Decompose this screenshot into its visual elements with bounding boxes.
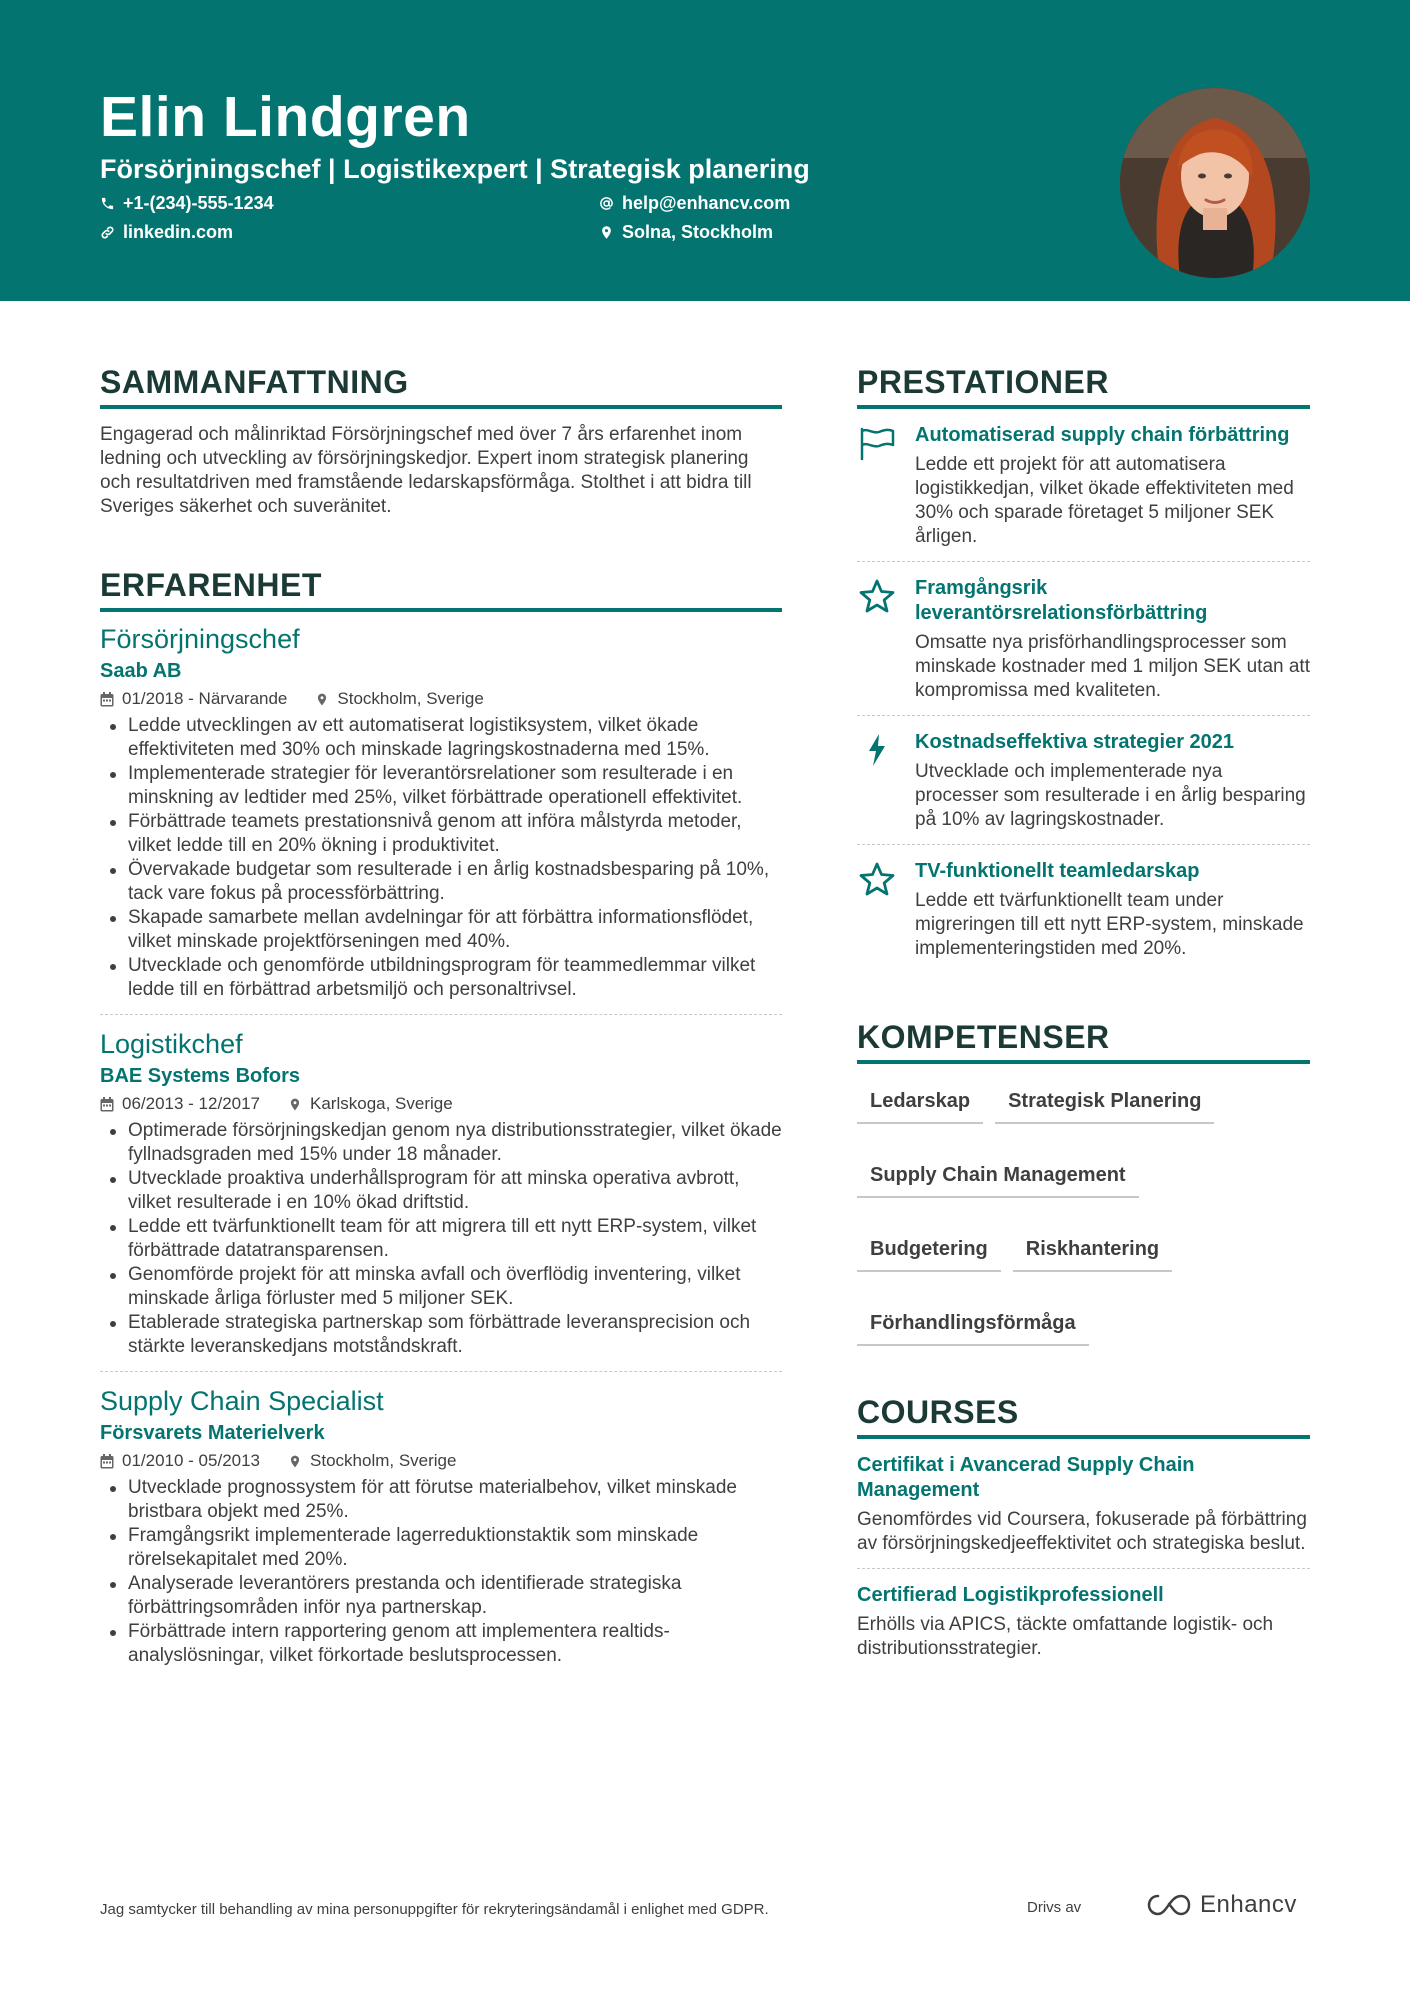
brand-logo[interactable] [1146,1891,1297,1919]
skills-heading: KOMPETENSER [857,1017,1310,1064]
brand-name: Enhancv [1200,1891,1297,1918]
achievements-heading: PRESTATIONER [857,362,1310,409]
star-icon [857,861,897,897]
list-item: Etablerade strategiska partnerskap som förbättrade leveransprecision och stärkte leveranskedjans motståndskraft. [100,1311,782,1359]
company-name: Saab AB [100,660,182,682]
job-dates: 06/2013 - 12/2017 [122,1094,261,1113]
list-item: Genomförde projekt för att minska avfall och överflödig inventering, vilket minskade årliga förluster med 5 miljoner SEK. [100,1263,782,1311]
job-location: Karlskoga, Sverige [310,1094,453,1113]
achievement-title: Automatiserad supply chain förbättring [915,424,1290,446]
skills-list [857,1078,1310,1346]
list-item: Optimerade försörjningskedjan genom nya distributionsstrategier, vilket ökade fyllnadsgraden med 15% under 18 månader. [100,1119,782,1167]
job-location: Stockholm, Sverige [337,689,484,708]
flag-icon [857,425,897,461]
skill-tag: Förhandlingsförmåga [857,1300,1089,1346]
job-dates: 01/2010 - 05/2013 [122,1451,261,1470]
job-title: Försörjningschef [100,624,300,654]
contact-email[interactable] [599,191,790,215]
right-column [857,362,1310,1673]
avatar [1120,88,1310,278]
achievement-title: Kostnadseffektiva strategier 2021 [915,731,1235,753]
skill-tag: Supply Chain Management [857,1152,1139,1198]
achievement-title: Framgångsrik leverantörsrelationsförbättring [915,577,1208,624]
company-name: Försvarets Materielverk [100,1422,325,1444]
course-title: Certifierad Logistikprofessionell [857,1584,1164,1606]
course-item [857,1439,1310,1568]
location-text: Solna, Stockholm [622,222,774,242]
phone-icon [100,196,115,211]
contact-location [599,220,773,244]
list-item: Utvecklade proaktiva underhållsprogram för att minska operativa avbrott, vilket resulterade i en 10% ökad driftstid. [100,1167,782,1215]
resume-header [0,0,1410,301]
location-pin-icon [288,1097,302,1112]
company-name: BAE Systems Bofors [100,1065,301,1087]
contact-phone[interactable] [100,191,274,215]
star-icon [857,578,897,614]
candidate-tagline: Försörjningschef | Logistikexpert | Strategisk planering [100,154,810,184]
job-entry [100,1371,782,1680]
list-item: Utvecklade och genomförde utbildningsprogram för teammedlemmar vilket ledde till en förbättrad arbetsmiljö och personaltrivsel. [100,954,782,1002]
achievements-list [857,423,1310,973]
list-item: Ledde utvecklingen av ett automatiserat logistiksystem, vilket ökade effektiviteten med 30% och minskade lagringskostnaderna med 15%. [100,714,782,762]
candidate-name: Elin Lindgren [100,85,471,149]
avatar-portrait [1120,88,1310,278]
course-title: Certifikat i Avancerad Supply Chain Management [857,1454,1195,1501]
courses-heading: COURSES [857,1392,1310,1439]
list-item: Förbättrade intern rapportering genom att implementera realtids-analyslösningar, vilket förkortade beslutsprocessen. [100,1620,782,1668]
job-title: Supply Chain Specialist [100,1386,384,1416]
list-item: Förbättrade teamets prestationsnivå genom att införa målstyrda metoder, vilket ledde till en 20% ökning i produktivitet. [100,810,782,858]
achievement-description: Omsatte nya prisförhandlingsprocesser som minskade kostnader med 1 miljon SEK utan att kompromissa med kvaliteten. [915,632,1310,701]
email-text: help@enhancv.com [622,193,791,213]
summary-text: Engagerad och målinriktad Försörjningschef med över 7 års erfarenhet inom ledning och utveckling av försörjningskedjor. Expert inom strategisk planering och resultatdriven med framstående ledarskapsförmåga. Stolthet i att bidra till Sveriges säkerhet och suveränitet. [100,424,752,517]
list-item: Analyserade leverantörers prestanda och identifierade strategiska förbättringsområden inför nya partnerskap. [100,1572,782,1620]
calendar-icon [100,1454,114,1469]
gdpr-consent: Jag samtycker till behandling av mina personuppgifter för rekryteringsändamål i enlighet med GDPR. [100,1901,769,1918]
job-title: Logistikchef [100,1029,243,1059]
course-description: Genomfördes vid Coursera, fokuserade på förbättring av försörjningskedjeeffektivitet och strategiska beslut. [857,1509,1307,1554]
calendar-icon [100,692,114,707]
job-dates: 01/2018 - Närvarande [122,689,288,708]
achievement-item [857,715,1310,844]
job-meta [100,688,782,710]
phone-text: +1-(234)-555-1234 [123,193,274,213]
powered-by-label: Drivs av [1027,1899,1082,1916]
left-column [100,362,782,1680]
job-entry [100,1014,782,1371]
skill-tag: Strategisk Planering [995,1078,1214,1124]
course-description: Erhölls via APICS, täckte omfattande logistik- och distributionsstrategier. [857,1614,1274,1659]
enhancv-logo-icon [1146,1892,1192,1918]
location-pin-icon [599,225,614,240]
achievement-description: Ledde ett tvärfunktionellt team under migreringen till ett nytt ERP-system, minskade implementeringstiden med 20%. [915,890,1304,959]
skill-tag: Riskhantering [1013,1226,1172,1272]
achievement-item [857,423,1310,561]
list-item: Övervakade budgetar som resulterade i en årlig kostnadsbesparing på 10%, tack vare fokus på processförbättring. [100,858,782,906]
list-item: Skapade samarbete mellan avdelningar för att förbättra informationsflödet, vilket minskade projektförseningen med 40%. [100,906,782,954]
list-item: Utvecklade prognossystem för att förutse materialbehov, vilket minskade bristbara objekt med 25%. [100,1476,782,1524]
location-pin-icon [315,692,329,707]
location-pin-icon [288,1454,302,1469]
contact-linkedin[interactable] [100,220,233,244]
list-item: Framgångsrikt implementerade lagerreduktionstaktik som minskade rörelsekapitalet med 20%. [100,1524,782,1572]
achievement-description: Utvecklade och implementerade nya processer som resulterade i en årlig besparing på 10% av lagringskostnader. [915,761,1306,830]
achievement-item [857,561,1310,715]
achievement-item [857,844,1310,973]
courses-list [857,1439,1310,1673]
job-entry [100,622,782,1014]
summary-heading: SAMMANFATTNING [100,362,782,409]
achievement-title: TV-funktionellt teamledarskap [915,860,1200,882]
experience-heading: ERFARENHET [100,565,782,612]
course-item [857,1568,1310,1673]
job-bullets [100,714,782,1002]
skill-tag: Ledarskap [857,1078,983,1124]
list-item: Ledde ett tvärfunktionellt team för att migrera till ett nytt ERP-system, vilket förbättrade datatransparensen. [100,1215,782,1263]
lightning-icon [857,732,897,768]
job-meta [100,1093,782,1115]
achievement-description: Ledde ett projekt för att automatisera logistikkedjan, vilket ökade effektiviteten med 30% och sparade företaget 5 miljoner SEK årligen. [915,454,1294,547]
job-meta [100,1450,782,1472]
list-item: Implementerade strategier för leverantörsrelationer som resulterade i en minskning av ledtider med 25%, vilket förbättrade operationell effektivitet. [100,762,782,810]
linkedin-text: linkedin.com [123,222,234,242]
at-icon [599,196,614,211]
job-bullets [100,1119,782,1359]
skill-tag: Budgetering [857,1226,1001,1272]
calendar-icon [100,1097,114,1112]
link-icon [100,225,115,240]
job-location: Stockholm, Sverige [310,1451,457,1470]
job-bullets [100,1476,782,1668]
